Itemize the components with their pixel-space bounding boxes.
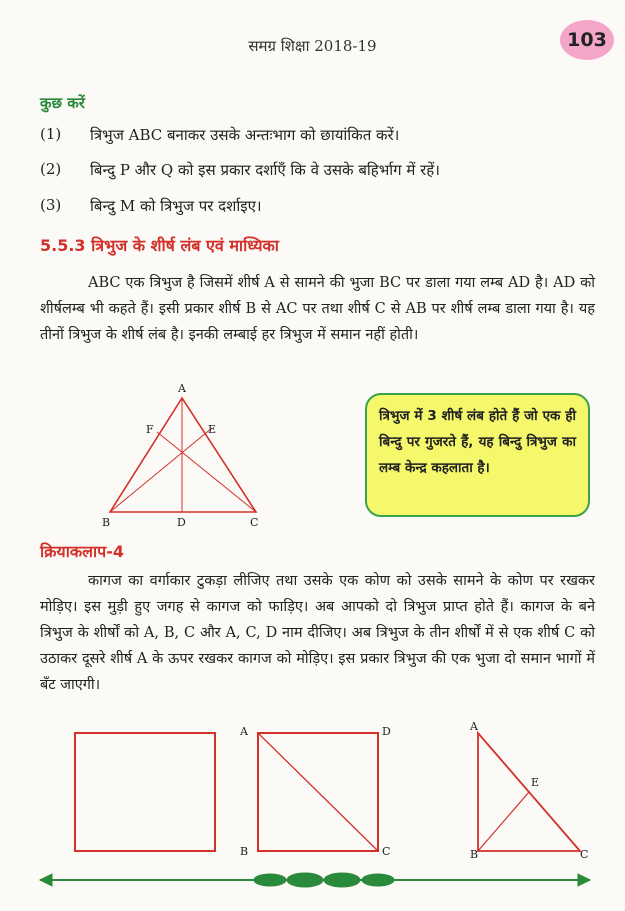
paragraph-text: ABC एक त्रिभुज है जिसमें शीर्ष A से सामने की भुजा BC पर डाला गया लम्ब AD है। AD को शीर्षलम्ब भी कहते हैं। इसी प्रकार शीर्ष B से AC पर तथा शीर्ष C से AB पर शीर्ष लम्ब डाला गया है। यह तीनों त्रिभुज के शीर्ष लंब है। इनकी लम्बाई हर त्रिभुज में समान नहीं होती। [40, 275, 595, 343]
orthocenter-note-box: त्रिभुज में 3 शीर्ष लंब होते हैं जो एक ही बिन्दु पर गुजरते हैं, यह बिन्दु त्रिभुज का लम्ब केन्द्र कहलाता है। [365, 393, 590, 517]
fold-label-e: E [531, 776, 540, 789]
item-text: त्रिभुज ABC बनाकर उसके अन्तःभाग को छायांकित करें। [90, 126, 400, 144]
fold-line-be [478, 792, 529, 851]
paragraph-text: कागज का वर्गाकार टुकड़ा लीजिए तथा उसके एक कोण को उसके सामने के कोण पर रखकर मोड़िए। इस मुड़ी हुए जगह से कागज को फाड़िए। अब आपको दो त्रिभुज प्राप्त होते हैं। कागज के बने त्रिभुज के शीर्षों को A, B, C और A, C, D नाम दीजिए। अब त्रिभुज के तीन शीर्षों में से एक शीर्ष C को उठाकर दूसरे शीर्ष A के ऊपर रखकर कागज को मोड़िए। इस प्रकार त्रिभुज की एक भुजा दो समान भागों में बँट जाएगी। [40, 573, 595, 693]
triangle-altitudes-figure [110, 398, 256, 512]
diagonal-ac [258, 733, 378, 851]
square-label-b: B [240, 845, 249, 858]
item-text: बिन्दु M को त्रिभुज पर दर्शाइए। [90, 197, 262, 215]
label-f: F [146, 423, 154, 436]
square-label-c: C [382, 845, 391, 858]
folded-triangle [478, 733, 580, 851]
label-d: D [177, 516, 186, 529]
fold-label-a: A [470, 720, 478, 733]
item-number: (2) [40, 160, 62, 178]
section-title-activity-4: क्रियाकलाप-4 [40, 542, 124, 561]
running-header: समग्र शिक्षा 2018-19 [248, 37, 377, 55]
fold-label-c: C [580, 848, 589, 861]
section-title-altitudes: 5.5.3 त्रिभुज के शीर्ष लंब एवं माध्यिका [40, 236, 279, 255]
altitude-be [110, 428, 212, 512]
label-e: E [208, 423, 217, 436]
label-b: B [102, 516, 111, 529]
square-label-d: D [382, 725, 391, 738]
item-number: (1) [40, 125, 62, 143]
item-text: बिन्दु P और Q को इस प्रकार दर्शाएँ कि वे उसके बहिर्भाग में रहें। [90, 161, 440, 179]
label-a: A [178, 382, 186, 395]
label-c: C [250, 516, 259, 529]
fold-label-b: B [470, 848, 479, 861]
page-number-badge: 103 [560, 20, 614, 60]
paper-square [75, 733, 215, 851]
item-number: (3) [40, 196, 62, 214]
square-label-a: A [240, 725, 248, 738]
square-with-diagonal [258, 733, 378, 851]
section-title-kuch-karen: कुछ करें [40, 94, 85, 112]
decorative-footer-rule [40, 873, 590, 887]
altitude-cf [157, 432, 256, 512]
